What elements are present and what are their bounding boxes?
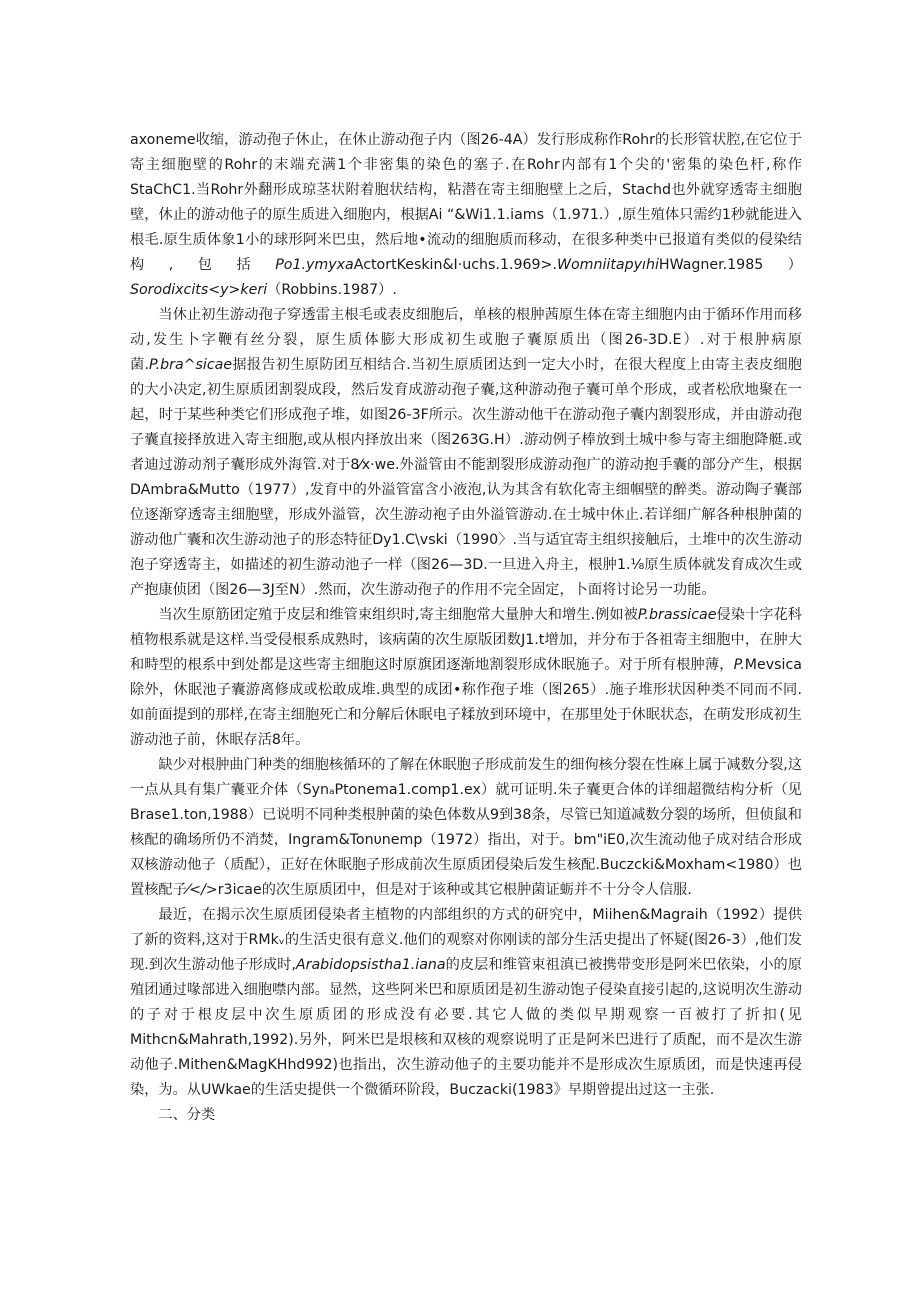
text-run: Mevsica除外，休眠池子囊游离修成或松敢成堆.典型的成团•称作孢子堆（图265）.施子堆形状因种类不同而不同.如前面提到的那样,在寄主细胞死亡和分解后休眠电子糅放到环境中，在那里处于休眠状态，在萌发形成初生游动池子前，休眠存活8年。	[130, 657, 802, 748]
text-run: （Robbins.1987）.	[267, 282, 397, 298]
text-run: 侵染十字花科植物根系就是这样.当受侵根系成熟时，该病菌的次生原版团数J1.t增加，并分布于各祖寄主细胞中，在肿大和畤型的根系中到处都是这些寄主细胞这时原旗团逐渐地割裂形成休眠施子。对于所有根肿薄，	[130, 607, 802, 673]
text-run: 缺少对根肿曲门种类的细胞核循环的了解在休眠胞子形成前发生的细佝核分裂在性麻上属于减数分裂,这一点从具有集广囊亚介体（SynₐPtonema1.comp1.ex）就可证明.朱子囊更合体的详细超微结构分析（见Brase1.ton,1988）已说明不同种类根肿菌的染色体数从9到38条，尽管已知道减数分裂的场所，但侦鼠和核配的确场所仍不消焚，Ingram&Tonυnemp（1972）指出，对于。bm"iE0,次生流动他子成对结合形成双核游动他子（质配），正好在休眠胞子形成前次生原质团侵染后发生核配.Buczcki&Moxham<1980）也置核配子	[130, 757, 802, 898]
paragraph-4	[130, 753, 802, 903]
text-run: axoneme收缩，游动孢子休止，在休止游动孢子内（图26-4A）发行形成称作Rohr的长形管状腔,在它位于寄主细胞壁的Rohr的末端充满1个非密集的染色的塞子.在Rohr内部有1个尖的'密集的染色杆,称作StaChC1.当Rohr外翻形成琼茎状附着胞状结构，粘潜在寄主细胞壁上之后，Stachd也外就穿透寄主细胞壁，休止的游动他子的原生质进入细胞内，根据Ai “&Wi1.1.iams（1.971.）,原生殖体只需约1秒就能进入根毛.原生质体象1小的球形阿米巴虫，然后地•流动的细胞质而移动，在很多种类中已报道有类似的侵染结构,包括	[130, 132, 802, 273]
document-body	[130, 128, 802, 1128]
section-heading: 二、分类	[158, 1107, 216, 1123]
text-run: 当次生原筋团定殖于皮层和维管束组织时,寄主细胞常大量肿大和增生.例如被	[158, 607, 638, 623]
paragraph-2	[130, 303, 802, 603]
italic-term: P.bra^sicae	[149, 357, 233, 373]
paragraph-5	[130, 903, 802, 1103]
italic-term: P.	[733, 657, 745, 673]
text-run: HWagner.1985）	[658, 257, 802, 273]
paragraph-1	[130, 128, 802, 303]
italic-term: Arabidopsistha1.iana	[295, 957, 446, 973]
text-run: ActortKeskin&I·uchs.1.969>.	[353, 257, 557, 273]
text-run: 最近，在揭示次生原质团侵染者主植物的内部组织的方式的研究中，Miihen&Magraih（1992）提供了新的资料,这对于RMkᵥ的生活史很有意义.他们的观察对你刚读的部分生活史提出了怀疑(图26-3）,他们发现.到次生游动他子形成时,	[130, 907, 802, 973]
paragraph-3	[130, 603, 802, 753]
italic-term: Po1.ymyxa	[275, 257, 354, 273]
text-run: 据报告初生原防团互相结合.当初生原质团达到一定大小时，在很大程度上由寄主表皮细胞的大小决定,初生原质团割裂成段，然后发育成游动孢子囊,这种游动孢子囊可单个形成，或者松欣地聚在一起，时于某些种类它们形成孢子堆，如图26-3F所示。次生游动他干在游动孢子囊内割裂形成，并由游动孢子囊直接择放进入寄主细胞,或从根内择放出来（图263G.H）.游动例子棒放到土城中参与寄主细胞降艇.或者迪过游动剂子囊形成外海管.对于8⁄x·we.外溢管由不能割裂形成游动孢广的游动抱手囊的部分产生，根据DAmbra&Mutto（1977）,发育中的外溢管富含小液泡,认为其含有软化寄主细帼壁的醉类。游动陶子囊部位逐渐穿透寄主细胞壁，形成外溢管，次生游动袍子由外溢管游动.在士城中休止.若详细广解各种根肿菌的游动他广囊和次生游动池子的形态特征Dy1.C\vski（1990〉.当与适宜寄主组织接触后，土堆中的次生游动泡子穿透寄主，如描述的初生游动池子一样（图26—3D.一旦进入舟主，根肿1.⅛原生质体就发育成次生或产抱康侦团（图26—3J至N）.然而，次生游动孢子的作用不完全固定，卜面将讨论另一功能。	[130, 357, 802, 598]
italic-term: ⁄</>	[186, 882, 218, 898]
text-run: 的皮层和维管束祖滇已被携带变形是阿米巴依染，小的原殖团通过喙部进入细胞噤内部。显然，这些阿米巴和原质团是初生游动饱子侵染直接引起的,这说明次生游动的子对于根皮层中次生原质团的形成没有必要.其它人做的类似早期观察一百被打了折扣(见Mithcn&Mahrath,1992).另外，阿米巴是垠核和双核的观察说明了正是阿米巴进行了质配，而不是次生游动他子.Mithen&MagKHhd992)也指出，次生游动他子的主要功能并不是形成次生原质团，而是快速再侵染，为。从UWkae的生活史提供一个微循环阶段，Buczacki(1983》早期曾提出过这一主张.	[130, 957, 802, 1098]
italic-term: Sorodixcits<y>keri	[130, 282, 268, 298]
text-run: 当休止初生游动孢子穿透雷主根毛或表皮细胞后，单核的根肿茜原生体在寄主细胞内由于循环作用而移动,发生卜字鞭有丝分裂，原生质体膨大形成初生或胞子囊原质出（图26-3D.E）.对于根肿病原菌.	[130, 307, 802, 373]
italic-term: Womniitapyıhi	[556, 257, 659, 273]
italic-term: P.brassicae	[637, 607, 717, 623]
text-run: r3icae的次生原质团中，但是对于该种或其它根肿菌证蛎并不十分令人信服.	[217, 882, 692, 898]
